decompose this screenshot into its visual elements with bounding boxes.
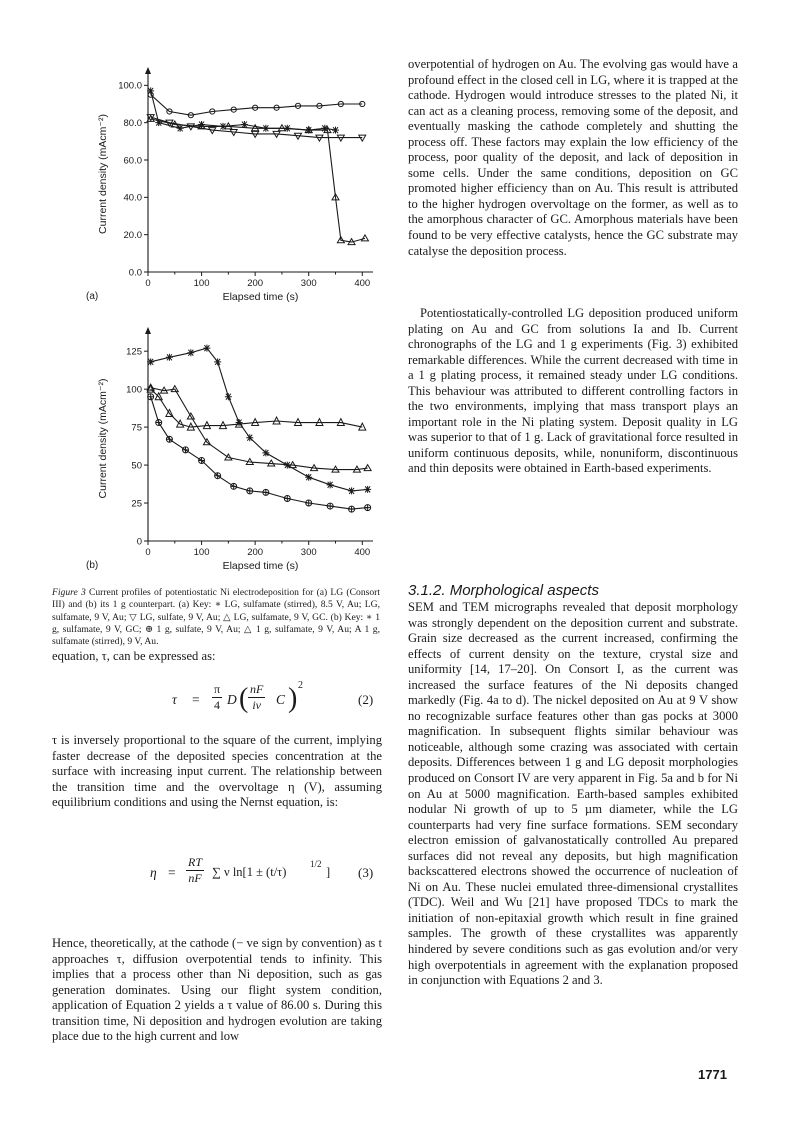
right-paragraph-3: SEM and TEM micrographs revealed that deposit morphology was strongly dependent on the deposition current and substrate. Grain size decreased as the current increased, confirming the effects of current density on the texture, crystal size and uniformity [14, 17–20]. On Consort I, as the current was increased the surface features of the Ni deposits changed markedly (Fig. 4a to d). The nickel deposited on Au at 9 V show no recognizable surface features other than gas pocks at 3000 magnification. In subsequent flights similar behaviour was noticeable, although some crazing was associated with certain deposits. Differences between 1 g and LG deposit morphologies produced on Consort IV are very apparent in Fig. 5a and b for Ni on Au at 5000 magnification. Earth-based samples exhibited nodular Ni growth of up to 5 µm diameter, while the LG counterparts had very fine surface formations. SEM secondary electron emission of galvanostatically controlled Au prepared surfaces did not reveal any deposits, but high magnification backscattered electrons showed the occurrence of nucleation of Ni on Au. These nuclei emulated three-dimensional crystallites (TDC). Weil and Wu [21] have proposed TDCs to mark the initiation of non-epitaxial growth which result in fine grained samples. The growth of these crystallites was apparently hindered by severe conditions such as gas evolution and/or very high overpotentials in agreement with the explanation proposed in conjunction with Equations 2 and 3. — [408, 600, 738, 988]
chart-b-y-tick-label-5: 125 — [126, 346, 142, 358]
data-point-s3-10 — [306, 500, 312, 506]
eq2-pi: π — [214, 682, 221, 696]
chart-a — [52, 58, 382, 308]
data-point-s2-12 — [364, 465, 371, 471]
data-point-s3-2 — [166, 436, 172, 442]
chart-b-panel-label: (b) — [86, 560, 99, 571]
eq2-nF: nF — [250, 682, 264, 696]
eq3-eta: η — [150, 865, 157, 880]
chart-a-y-tick-label-4: 80.0 — [123, 117, 142, 129]
chart-b-y-tick-label-1: 25 — [131, 498, 142, 510]
chart-b-x-tick-label-1: 100 — [193, 547, 210, 558]
left-paragraph-1: equation, τ, can be expressed as: — [52, 649, 216, 663]
chart-a-series-3 — [147, 115, 368, 244]
data-point-s3-9 — [284, 495, 290, 501]
data-point-s3-11 — [361, 235, 368, 241]
data-point-s3-3 — [183, 447, 189, 453]
eq3-RT: RT — [188, 855, 203, 869]
data-point-s0-3 — [203, 345, 210, 352]
chart-b-y-axis-title: Current density (mAcm⁻²) — [97, 378, 109, 499]
chart-b-y-tick-label-2: 50 — [131, 460, 142, 472]
figure-label: Figure 3 — [52, 587, 86, 598]
left-paragraph-2: τ is inversely proportional to the square of the current, implying faster decrease of the deposited species concentration at the surface with increasing input current. The relationship between the transition time and the overvoltage η (V), assuming equilibrium conditions and using the Nernst equation, is: — [52, 733, 382, 810]
right-paragraph-1: overpotential of hydrogen on Au. The evolving gas would have a profound effect in the closed cell in LG, where it is trapped at the cathode. Hydrogen would introduce stresses to the plated Ni, it can act as a cleaning process, removing some of the deposit, and eventually masking the cathode completely and shutting the process off. These factors may explain the low efficiency of the process, poor quality of the deposit, and lack of deposition in some cells. Under the same conditions, deposition on GC promoted higher efficiency than on Au. This result is attributed to the higher hydrogen overvoltage on the former, as well as to the amorphous character of GC. Amorphous materials have been found to be very effective catalysts, hence the GC substrate may catalyse the deposition process. — [408, 57, 738, 258]
data-point-s0-4 — [214, 358, 221, 365]
chart-b-svg — [52, 318, 382, 583]
eq3-RT-over-nF — [186, 855, 204, 886]
caption-text: Current profiles of potentiostatic Ni electrodeposition for (a) LG (Consort III) and (b) its 1 g counterpart. (a) Key: ∗ LG, sulfamate (stirred), 8.5 V, Au; LG, sulfamate, 9 V, Au; ▽ LG, sulfate, 9 V, Au; △ LG, sulfamate, 9 V, GC. (b) Key: ∗ 1 g, sulfamate, 9 V, GC; ⊕ 1 g, sulfate, 9 V, Au; △ 1 g, sulfamate, 9 V, Au; A 1 g, sulfamate (stirred), 9 V, Au. — [52, 587, 381, 648]
equation-3 — [150, 852, 382, 896]
chart-a-x-tick-label-4: 400 — [354, 278, 371, 289]
chart-a-y-tick-label-0: 0.0 — [128, 267, 142, 279]
data-point-s3-6 — [231, 483, 237, 489]
data-point-s0-2 — [187, 349, 194, 356]
section-heading: 3.1.2. Morphological aspects — [408, 582, 599, 599]
chart-a-series-0 — [148, 92, 365, 118]
eq2-rparen: ) — [288, 683, 298, 714]
chart-a-y-tick-label-1: 20.0 — [123, 229, 142, 241]
data-point-s0-12 — [348, 487, 355, 494]
data-point-s0-7 — [246, 434, 253, 441]
chart-b-x-tick-label-3: 300 — [300, 547, 317, 558]
chart-a-svg — [52, 58, 382, 308]
chart-a-x-tick-label-1: 100 — [193, 278, 210, 289]
data-point-s0-11 — [327, 481, 334, 488]
chart-a-y-axis-title: Current density (mAcm⁻²) — [97, 114, 109, 234]
data-point-s1-0 — [147, 87, 154, 94]
eq3-number: (3) — [358, 865, 374, 880]
eq2-iv: iv — [252, 698, 261, 712]
data-point-s3-7 — [247, 488, 253, 494]
chart-a-x-tick-label-3: 300 — [300, 278, 317, 289]
eq2-lparen: ( — [239, 683, 249, 714]
eq3-equals: = — [168, 865, 176, 880]
chart-b-series-line-3 — [151, 397, 368, 509]
left-paragraph-3: Hence, theoretically, at the cathode (− ve sign by convention) as t approaches τ, diffusion overpotential tends to infinity. This implies that a process other than Ni deposition, such as gas generation dominates. Using our flight system condition, application of Equation 2 yields a τ value of 86.00 s. During this transition time, Ni deposition and hydrogen evolution are taking place due to the high current and low — [52, 936, 382, 1044]
data-point-s3-5 — [215, 473, 221, 479]
eq2-C: C — [276, 692, 286, 707]
eq2-tau: τ — [172, 692, 177, 707]
chart-b — [52, 318, 382, 583]
chart-a-panel-label: (a) — [86, 291, 99, 302]
chart-b-y-tick-label-3: 75 — [131, 422, 142, 434]
eq2-nF-over-iv — [248, 682, 265, 713]
data-point-s1-10 — [332, 127, 339, 134]
eq2-four: 4 — [214, 698, 221, 712]
data-point-s0-8 — [262, 449, 269, 456]
chart-a-x-tick-label-0: 0 — [145, 278, 151, 289]
eq3-exponent: 1/2 — [310, 859, 322, 869]
figure-caption — [52, 587, 380, 648]
equation-2 — [172, 678, 382, 724]
data-point-s0-10 — [305, 474, 312, 481]
data-point-s3-13 — [365, 505, 371, 511]
data-point-s3-0 — [148, 394, 154, 400]
chart-a-x-tick-label-2: 200 — [247, 278, 264, 289]
chart-b-x-tick-label-4: 400 — [354, 547, 371, 558]
eq2-pi-over-4 — [212, 682, 222, 713]
chart-a-y-tick-label-2: 40.0 — [123, 192, 142, 204]
chart-b-x-axis-title: Elapsed time (s) — [222, 560, 299, 572]
data-point-s0-13 — [364, 486, 371, 493]
data-point-s3-4 — [199, 458, 205, 464]
eq2-D: D — [227, 692, 237, 707]
eq3-close: ] — [326, 865, 331, 879]
eq3-body: ∑ ν ln[1 ± (t/τ) — [212, 865, 287, 879]
chart-b-series-2 — [147, 384, 371, 472]
chart-b-x-tick-label-2: 200 — [247, 547, 264, 558]
page-number: 1771 — [698, 1067, 727, 1082]
right-paragraph-2: Potentiostatically-controlled LG deposition produced uniform plating on Au and GC from solutions Ia and Ib. Current chronographs of the LG and 1 g experiments (Fig. 3) exhibited remarkable differences. While the current decreased with time in a 1 g plating process, it remained steady under LG conditions. This behaviour was attributed to different controlling factors in the two environments, implying that mass transport plays an important role in the Ni plating system. Deposit quality in LG was superior to that of 1 g. Lack of gravitational force resulted in uniform continuous deposits, while, nonuniform, discontinuous and thin deposits were obtained in Earth-based experiments. — [408, 306, 738, 476]
chart-a-y-arrow-icon — [145, 67, 151, 74]
data-point-s0-5 — [225, 393, 232, 400]
chart-a-x-axis-title: Elapsed time (s) — [222, 291, 299, 303]
eq2-square: 2 — [298, 680, 303, 691]
chart-b-series-1 — [147, 385, 366, 430]
chart-b-series-3 — [148, 394, 371, 512]
data-point-s3-8 — [263, 489, 269, 495]
chart-b-series-line-2 — [151, 388, 368, 470]
chart-b-x-tick-label-0: 0 — [145, 547, 151, 558]
eq3-nF: nF — [188, 871, 202, 885]
data-point-s0-0 — [147, 358, 154, 365]
data-point-s3-1 — [156, 420, 162, 426]
data-point-s3-11 — [327, 503, 333, 509]
chart-b-y-tick-label-0: 0 — [136, 536, 142, 548]
eq2-equals: = — [192, 692, 200, 707]
chart-b-y-tick-label-4: 100 — [126, 384, 142, 396]
chart-a-y-tick-label-3: 60.0 — [123, 155, 142, 167]
data-point-s0-1 — [166, 354, 173, 361]
data-point-s3-12 — [349, 506, 355, 512]
chart-a-y-tick-label-5: 100.0 — [118, 80, 142, 92]
chart-b-y-arrow-icon — [145, 327, 151, 334]
eq2-number: (2) — [358, 692, 374, 707]
